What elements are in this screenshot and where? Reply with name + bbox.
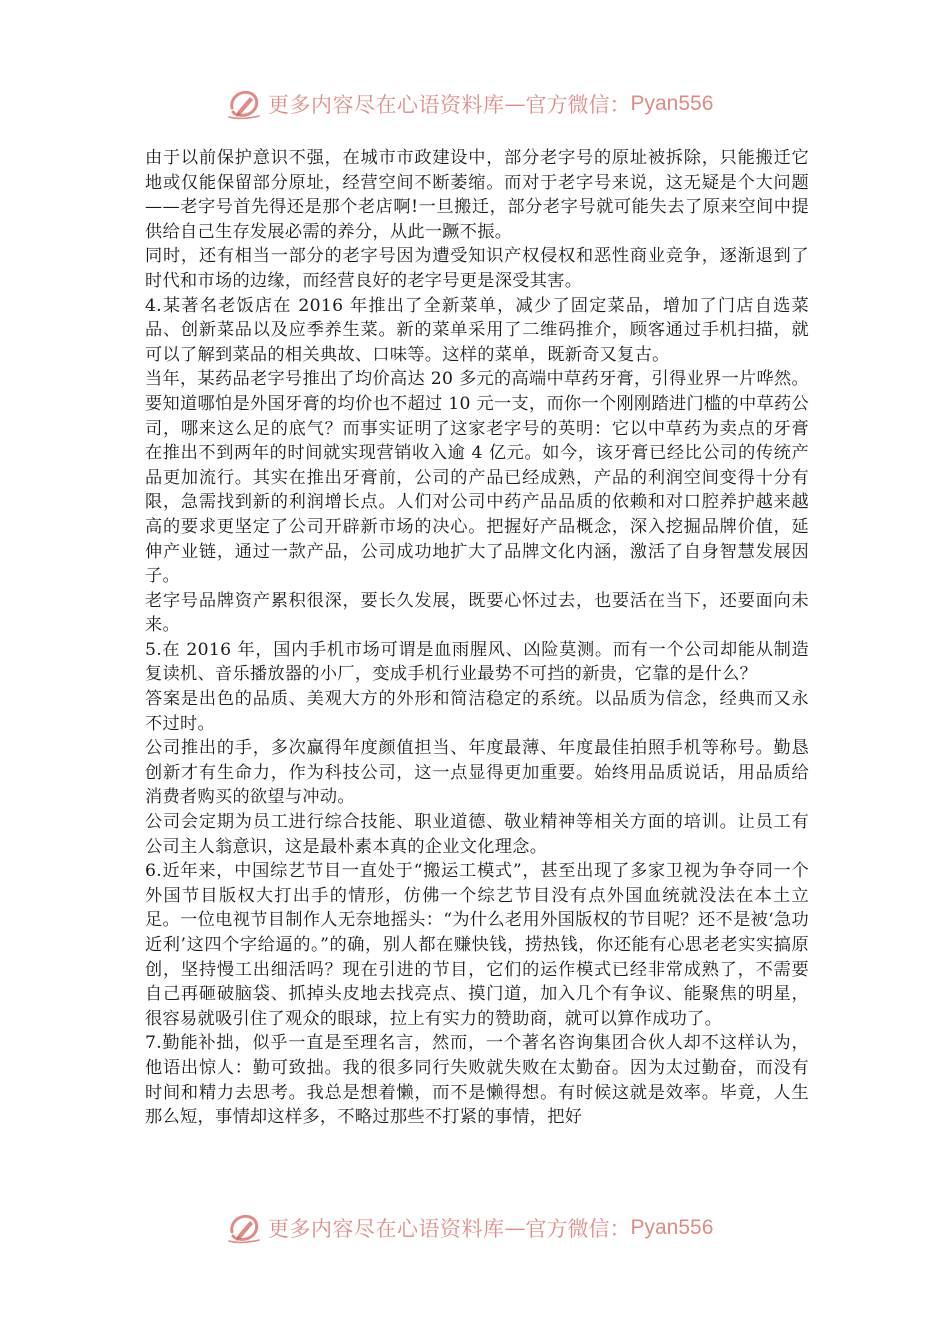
header-banner — [226, 84, 713, 124]
pen-logo-icon — [226, 1210, 262, 1246]
banner-separator: — — [504, 92, 526, 116]
banner-wechat-id: Pyan556 — [630, 1216, 714, 1239]
footer-banner — [226, 1208, 713, 1248]
paragraph: 由于以前保护意识不强，在城市市政建设中，部分老字号的原址被拆除，只能搬迁它地或仅能保留部分原址，经营空间不断萎缩。而对于老字号来说，这无疑是个大问题——老字号首先得还是那个老店啊!一旦搬迁，部分老字号就可能失去了原来空间中提供给自己生存发展必需的养分，从此一蹶不振。 — [145, 148, 809, 242]
banner-separator: — — [504, 1216, 526, 1240]
paragraph: 4.某著名老饭店在 2016 年推出了全新菜单，减少了固定菜品，增加了门店自选菜品、创新菜品以及应季养生菜。新的菜单采用了二维码推介，顾客通过手机扫描，就可以了解到菜品的相关典故、口味等。这样的菜单，既新奇又复古。 — [145, 295, 809, 365]
paragraph: 公司推出的手，多次赢得年度颜值担当、年度最薄、年度最佳拍照手机等称号。勤恳创新才有生命力，作为科技公司，这一点显得更加重要。始终用品质说话，用品质给消费者购买的欲望与冲动。 — [145, 738, 809, 808]
banner-wechat-label: 官方微信： — [525, 1217, 631, 1241]
document-body — [145, 146, 809, 1130]
paragraph: 公司会定期为员工进行综合技能、职业道德、敬业精神等相关方面的培训。让员工有公司主人翁意识，这是最朴素本真的企业文化理念。 — [145, 812, 809, 857]
banner-text: 更多内容尽在心语资料库 — [268, 1217, 505, 1241]
paragraph: 6.近年来，中国综艺节目一直处于“搬运工模式”，甚至出现了多家卫视为争夺同一个外国节目版权大打出手的情形，仿佛一个综艺节目没有点外国血统就没法在本土立足。一位电视节目制作人无奈地摇头：“为什么老用外国版权的节目呢？还不是被‘急功近利’这四个字给逼的。”的确，别人都在赚快钱，捞热钱，你还能有心思老老实实搞原创，坚持慢工出细活吗？现在引进的节目，它们的运作模式已经非常成熟了，不需要自己再砸破脑袋、抓掉头皮地去找亮点、摸门道，加入几个有争议、能聚焦的明星，很容易就吸引住了观众的眼球，拉上有实力的赞助商，就可以算作成功了。 — [145, 861, 809, 1029]
paragraph: 答案是出色的品质、美观大方的外形和简洁稳定的系统。以品质为信念，经典而又永不过时。 — [145, 689, 809, 734]
banner-wechat-id: Pyan556 — [630, 92, 714, 115]
paragraph: 5.在 2016 年，国内手机市场可谓是血雨腥风、凶险莫测。而有一个公司却能从制造复读机、音乐播放器的小厂，变成手机行业最势不可挡的新贵，它靠的是什么？ — [145, 639, 809, 685]
paragraph: 7.勤能补拙，似乎一直是至理名言，然而，一个著名咨询集团合伙人却不这样认为，他语出惊人：勤可致拙。我的很多同行失败就失败在太勤奋。因为太过勤奋，而没有时间和精力去思考。我总是想着懒，而不是懒得想。有时候这就是效率。毕竟，人生那么短，事情却这样多，不略过那些不打紧的事情，把好 — [145, 1033, 809, 1128]
paragraph: 老字号品牌资产累积很深，要长久发展，既要心怀过去，也要活在当下，还要面向未来。 — [145, 590, 809, 636]
paragraph: 同时，还有相当一部分的老字号因为遭受知识产权侵权和恶性商业竞争，逐渐退到了时代和市场的边缘，而经营良好的老字号更是深受其害。 — [145, 246, 809, 291]
banner-wechat-label: 官方微信： — [525, 93, 631, 117]
paragraph: 当年，某药品老字号推出了均价高达 20 多元的高端中草药牙膏，引得业界一片哗然。要知道哪怕是外国牙膏的均价也不超过 10 元一支，而你一个刚刚踏进门槛的中草药公司，哪来这么足的底气？而事实证明了这家老字号的英明：它以中草药为卖点的牙膏在推出不到两年的时间就实现营销收入逾 4 亿元。如今，该牙膏已经比公司的传统产品更加流行。其实在推出牙膏前，公司的产品已经成熟，产品的利润空间变得十分有限，急需找到新的利润增长点。人们对公司中药产品品质的依赖和对口腔养护越来越高的要求更坚定了公司开辟新市场的决心。把握好产品概念，深入挖掘品牌价值，延伸产业链，通过一款产品，公司成功地扩大了品牌文化内涵，激活了自身智慧发展因子。 — [145, 369, 809, 587]
pen-logo-icon — [226, 86, 262, 122]
banner-text: 更多内容尽在心语资料库 — [268, 93, 505, 117]
